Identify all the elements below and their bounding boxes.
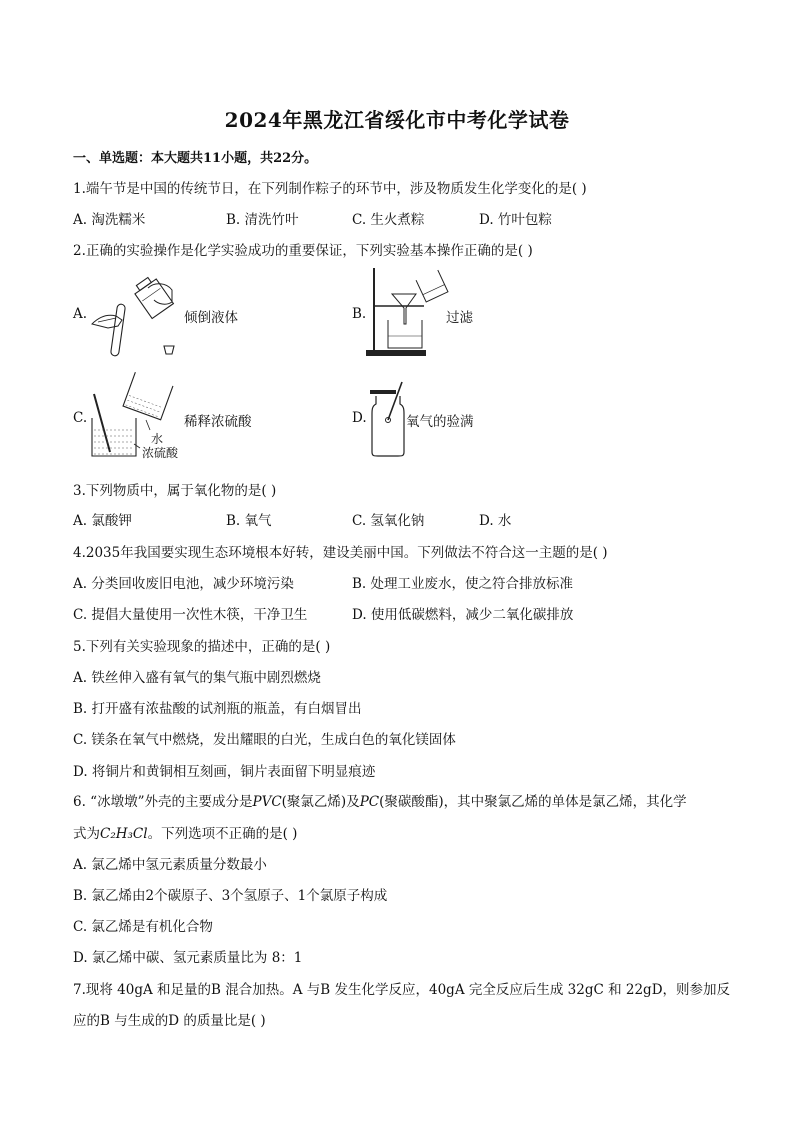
q7-stem-line2: 应的B 与生成的D 的质量比是( ) — [73, 1013, 266, 1029]
q3-option-c: C. 氢氧化钠 — [352, 513, 425, 529]
q4-option-b: B. 处理工业废水，使之符合排放标准 — [352, 576, 574, 592]
section-heading: 一、单选题：本大题共11小题，共22分。 — [73, 151, 318, 166]
q6-pvc: PVC — [252, 794, 282, 810]
q5-stem: 5.下列有关实验现象的描述中，正确的是( ) — [73, 639, 331, 655]
q6-option-d: D. 氯乙烯中碳、氢元素质量比为 8：1 — [73, 950, 303, 966]
q2-stem: 2.正确的实验操作是化学实验成功的重要保证，下列实验基本操作正确的是( ) — [73, 243, 533, 259]
q5-option-b: B. 打开盛有浓盐酸的试剂瓶的瓶盖，有白烟冒出 — [73, 701, 362, 717]
q6-option-b: B. 氯乙烯由2个碳原子、3个氢原子、1个氯原子构成 — [73, 888, 388, 904]
filtration-figure — [364, 264, 450, 360]
q6-pc: PC — [359, 794, 380, 810]
q2-caption-d: 氧气的验满 — [406, 414, 474, 430]
q3-option-b: B. 氧气 — [226, 513, 272, 529]
q2-label-b: B. — [352, 306, 367, 322]
q6-option-a: A. 氯乙烯中氢元素质量分数最小 — [73, 857, 267, 873]
exam-title: 2024年黑龙江省绥化市中考化学试卷 — [224, 108, 570, 132]
q4-option-d: D. 使用低碳燃料，减少二氧化碳排放 — [352, 607, 574, 623]
q1-option-c: C. 生火煮粽 — [352, 212, 425, 228]
q6-formula: C₂H₃Cl — [100, 826, 148, 842]
q6-stem-b: (聚氯乙烯)及 — [281, 794, 360, 810]
q5-option-c: C. 镁条在氧气中燃烧，发出耀眼的白光，生成白色的氧化镁固体 — [73, 732, 456, 748]
q6-stem-line1 — [73, 790, 687, 810]
q2-caption-b: 过滤 — [446, 310, 473, 326]
q6-stem-line2 — [73, 822, 297, 842]
q6-stem2-b: 。下列选项不正确的是( ) — [147, 826, 298, 842]
q1-option-d: D. 竹叶包粽 — [479, 212, 552, 228]
q6-stem-a: 6. “冰墩墩”外壳的主要成分是 — [73, 794, 253, 810]
q2-water-label: 水 — [151, 432, 164, 446]
q4-option-c: C. 提倡大量使用一次性木筷，干净卫生 — [73, 607, 308, 623]
q5-option-d: D. 将铜片和黄铜相互刻画，铜片表面留下明显痕迹 — [73, 764, 376, 780]
q3-stem: 3.下列物质中，属于氧化物的是( ) — [73, 483, 277, 499]
q6-stem-c: (聚碳酸酯)，其中聚氯乙烯的单体是氯乙烯，其化学 — [379, 794, 687, 810]
q1-option-b: B. 清洗竹叶 — [226, 212, 299, 228]
q1-option-a: A. 淘洗糯米 — [73, 212, 146, 228]
q2-caption-a: 倾倒液体 — [184, 310, 238, 326]
q3-option-d: D. 水 — [479, 513, 512, 529]
q5-option-a: A. 铁丝伸入盛有氧气的集气瓶中剧烈燃烧 — [73, 670, 321, 686]
pouring-liquid-figure — [88, 276, 184, 356]
q4-stem: 4.2035年我国要实现生态环境根本好转，建设美丽中国。下列做法不符合这一主题的是( ) — [73, 545, 608, 561]
q2-label-d: D. — [352, 410, 367, 426]
q2-caption-c: 稀释浓硫酸 — [184, 414, 252, 430]
q2-label-c: C. — [73, 410, 88, 426]
q6-option-c: C. 氯乙烯是有机化合物 — [73, 919, 213, 935]
oxygen-test-figure — [368, 380, 408, 458]
q1-stem: 1.端午节是中国的传统节日，在下列制作粽子的环节中，涉及物质发生化学变化的是( ) — [73, 181, 587, 197]
q6-stem2-a: 式为 — [73, 826, 100, 842]
q4-option-a: A. 分类回收废旧电池，减少环境污染 — [73, 576, 294, 592]
q7-stem-line1: 7.现将 40gA 和足量的B 混合加热。A 与B 发生化学反应，40gA 完全反应后生成 32gC 和 22gD，则参加反 — [73, 982, 731, 998]
q2-label-a: A. — [73, 306, 88, 322]
q2-acid-label: 浓硫酸 — [142, 446, 179, 460]
q3-option-a: A. 氯酸钾 — [73, 513, 132, 529]
